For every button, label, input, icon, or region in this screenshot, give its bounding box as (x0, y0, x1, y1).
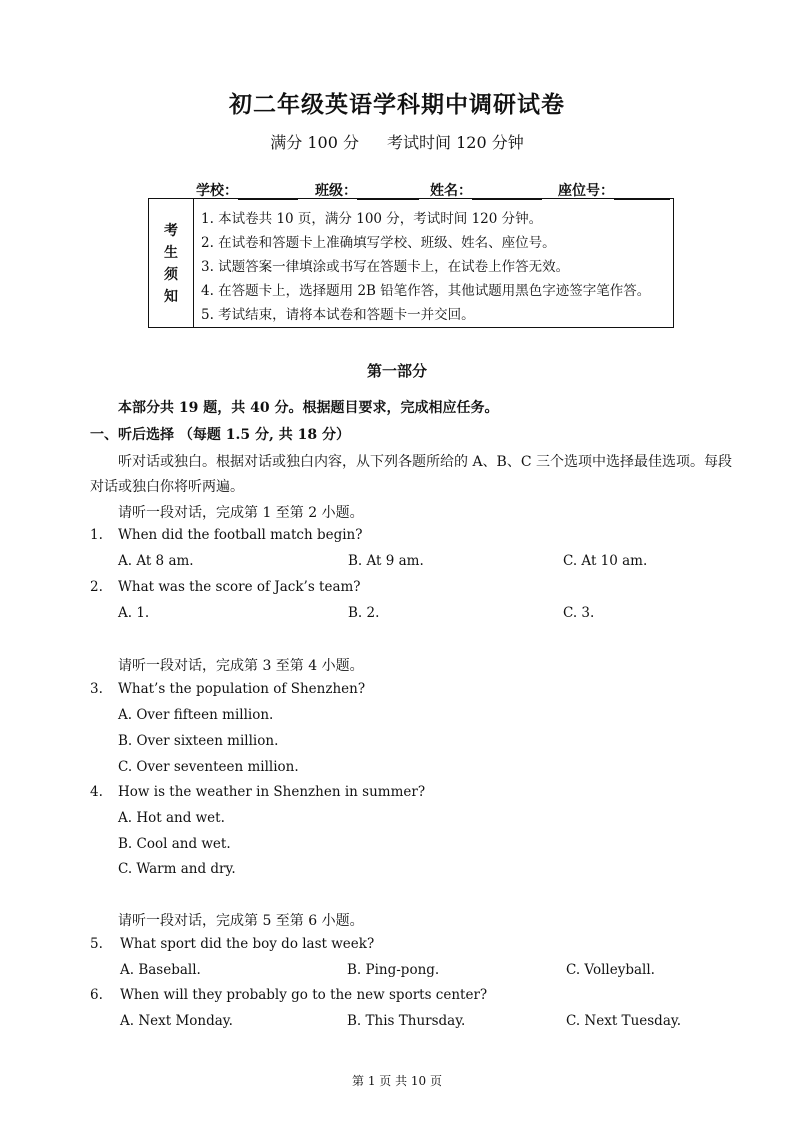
question-text: What was the score of Jack’s team? (118, 579, 361, 595)
option-b: B. This Thursday. (347, 1013, 466, 1029)
group-prompt: 请听一段对话，完成第 3 至第 4 小题。 (118, 658, 364, 674)
instructions-line: 听对话或独白。根据对话或独白内容，从下列各题所给的 A、B、C 三个选项中选择最佳选项。每段 (118, 454, 733, 470)
question-text: What’s the population of Shenzhen? (118, 681, 366, 697)
instructions-line: 对话或独白你将听两遍。 (90, 479, 244, 495)
exam-time: 考试时间 120 分钟 (387, 133, 524, 152)
notice-item: 4. 在答题卡上，选择题用 2B 铅笔作答，其他试题用黑色字迹签字笔作答。 (201, 283, 651, 299)
option-a: A. 1. (118, 605, 150, 621)
notice-item: 1. 本试卷共 10 页，满分 100 分，考试时间 120 分钟。 (201, 211, 543, 227)
group-prompt: 请听一段对话，完成第 1 至第 2 小题。 (118, 505, 364, 521)
exam-title: 初二年级英语学科期中调研试卷 (229, 91, 565, 118)
option-c: C. Warm and dry. (118, 861, 236, 877)
option-a: A. Hot and wet. (118, 810, 225, 826)
name-label: 姓名： (430, 183, 472, 199)
question-number: 3. (90, 681, 103, 697)
option-b: B. 2. (348, 605, 380, 621)
option-b: B. At 9 am. (348, 553, 424, 569)
question-number: 2. (90, 579, 103, 595)
option-b: B. Ping-pong. (347, 962, 440, 978)
question-text: What sport did the boy do last week? (120, 936, 375, 952)
notice-item: 3. 试题答案一律填涂或书写在答题卡上，在试卷上作答无效。 (201, 259, 570, 275)
seat-label: 座位号： (558, 183, 614, 199)
school-field (196, 180, 298, 200)
name-field (430, 180, 542, 200)
class-label: 班级： (315, 183, 357, 199)
option-c: C. Volleyball. (566, 962, 655, 978)
exam-subtitle (0, 130, 794, 153)
option-a: A. Baseball. (120, 962, 201, 978)
question-text: How is the weather in Shenzhen in summer? (118, 784, 426, 800)
school-label: 学校： (196, 183, 238, 199)
option-c: C. Next Tuesday. (566, 1013, 681, 1029)
option-c: C. Over seventeen million. (118, 759, 299, 775)
notice-label-char: 知 (164, 289, 178, 305)
option-b: B. Cool and wet. (118, 836, 231, 852)
question-number: 4. (90, 784, 103, 800)
option-c: C. 3. (563, 605, 595, 621)
notice-box (148, 198, 674, 328)
option-a: A. At 8 am. (118, 553, 194, 569)
full-score: 满分 100 分 (270, 133, 359, 152)
option-b: B. Over sixteen million. (118, 733, 279, 749)
notice-label-char: 生 (164, 245, 178, 261)
notice-label-char: 须 (164, 267, 178, 283)
option-c: C. At 10 am. (563, 553, 648, 569)
part-title: 第一部分 (366, 362, 427, 380)
question-text: When will they probably go to the new sports center? (120, 987, 488, 1003)
part-intro: 本部分共 19 题，共 40 分。根据题目要求，完成相应任务。 (118, 400, 499, 416)
question-number: 6. (90, 987, 103, 1003)
class-field (315, 180, 419, 200)
section-heading: 一、听后选择 （每题 1.5 分, 共 18 分） (90, 427, 350, 443)
group-prompt: 请听一段对话，完成第 5 至第 6 小题。 (118, 913, 364, 929)
seat-field (558, 180, 670, 200)
question-number: 5. (90, 936, 103, 952)
option-a: A. Over fifteen million. (118, 707, 274, 723)
notice-item: 5. 考试结束，请将本试卷和答题卡一并交回。 (201, 307, 475, 323)
option-a: A. Next Monday. (120, 1013, 233, 1029)
question-number: 1. (90, 527, 103, 543)
notice-item: 2. 在试卷和答题卡上准确填写学校、班级、姓名、座位号。 (201, 235, 556, 251)
notice-label-char: 考 (164, 223, 178, 239)
page-footer: 第 1 页 共 10 页 (352, 1074, 442, 1088)
notice-label (149, 199, 194, 327)
question-text: When did the football match begin? (118, 527, 363, 543)
